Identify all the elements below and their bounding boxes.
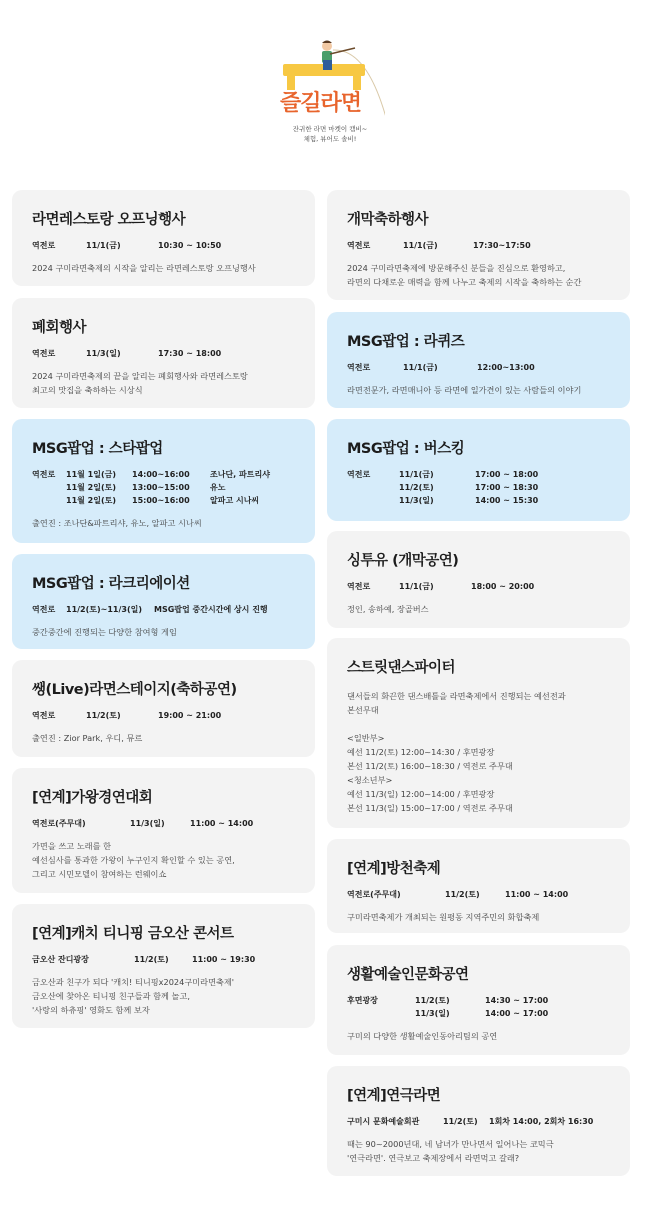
event-date: 11/1(금) — [403, 363, 438, 372]
event-time: 14:00 ~ 15:30 — [475, 496, 539, 505]
event-description-line: 본선무대 — [347, 705, 379, 715]
event-title: MSG팝업 : 라크리에이션 — [32, 576, 190, 592]
event-description-line: 가면을 쓰고 노래를 한 — [32, 841, 111, 851]
event-date: 11/3(일) — [130, 819, 165, 828]
event-meta-row — [32, 709, 295, 722]
event-description-line: 2024 구미라면축제에 방문해주신 분들을 진심으로 환영하고, — [347, 263, 566, 273]
event-title: [연계]가왕경연대회 — [32, 790, 153, 806]
event-description-line: 예선심사를 통과한 가왕이 누구인지 확인할 수 있는 공연, — [32, 855, 235, 865]
event-location: 역전로 — [347, 582, 371, 591]
event-date: 11/3(일) — [399, 496, 434, 505]
event-card — [12, 190, 315, 286]
logo-subtitle — [265, 124, 395, 144]
event-card — [12, 419, 315, 543]
event-card — [327, 190, 630, 300]
event-location: 역전로 — [347, 241, 371, 250]
event-title: MSG팝업 : 버스킹 — [347, 441, 465, 457]
event-meta — [32, 953, 295, 966]
event-date: 11/1(금) — [399, 582, 434, 591]
event-meta — [347, 994, 610, 1020]
event-card — [327, 1066, 630, 1176]
event-title: [연계]연극라면 — [347, 1088, 441, 1104]
event-meta-row — [32, 817, 295, 830]
event-card — [327, 945, 630, 1055]
event-description-line: 2024 구미라면축제의 끝을 알리는 폐회행사와 라면레스토랑 — [32, 371, 248, 381]
logo-subtitle-line1: 잔귀한 라면 마켓이 캠비~ — [292, 125, 368, 133]
event-meta — [32, 468, 295, 507]
event-time: 17:00 ~ 18:30 — [475, 483, 539, 492]
event-time: 19:00 ~ 21:00 — [158, 711, 222, 720]
event-card — [327, 638, 630, 828]
event-location: 역전로 — [347, 363, 371, 372]
event-meta — [32, 239, 295, 252]
event-date: 11/3(일) — [86, 349, 121, 358]
event-time: 14:30 ~ 17:00 — [485, 996, 549, 1005]
event-date: 11/2(토) — [399, 483, 434, 492]
event-location: 구미시 문화예술회관 — [347, 1117, 420, 1126]
event-date: 11/2(토) — [445, 890, 480, 899]
event-meta-row — [347, 888, 610, 901]
event-card — [12, 298, 315, 408]
event-time: 10:30 ~ 10:50 — [158, 241, 222, 250]
event-card — [12, 660, 315, 757]
event-time: 13:00~15:00 — [132, 483, 190, 492]
event-date: 11월 2일(토) — [66, 483, 116, 492]
event-date: 11/2(토) — [415, 996, 450, 1005]
event-description — [32, 261, 295, 275]
event-description-line: 2024 구미라면축제의 시작을 알리는 라면레스토랑 오프닝행사 — [32, 263, 256, 273]
logo-title: 즐길라면 — [280, 91, 362, 116]
event-meta — [347, 580, 610, 593]
event-title: 라면레스토랑 오프닝행사 — [32, 212, 186, 228]
event-meta-row — [32, 347, 295, 360]
event-location: 역전로 — [32, 470, 56, 479]
event-time: 18:00 ~ 20:00 — [471, 582, 535, 591]
event-description — [347, 910, 610, 924]
event-card — [327, 531, 630, 628]
event-description-line: 금오산에 찾아온 티니핑 친구들과 함께 놀고, — [32, 991, 190, 1001]
event-title: MSG팝업 : 라퀴즈 — [347, 334, 465, 350]
event-description-line: 댄서들의 화끈한 댄스배틀을 라면축제에서 진행되는 예선전과 — [347, 691, 566, 701]
event-card — [12, 768, 315, 893]
event-description — [32, 369, 295, 397]
event-description-line: 그리고 시민모델이 참여하는 런웨이쇼 — [32, 869, 167, 879]
event-time: 1회차 14:00, 2회차 16:30 — [489, 1117, 594, 1126]
event-meta — [347, 468, 610, 507]
event-title: 싱투유 (개막공연) — [347, 553, 459, 569]
event-description-line: 정인, 송하예, 장골버스 — [347, 604, 429, 614]
event-card — [12, 904, 315, 1028]
event-meta — [32, 347, 295, 360]
event-time: 15:00~16:00 — [132, 496, 190, 505]
event-meta — [347, 361, 610, 374]
event-title: 생활예술인문화공연 — [347, 967, 469, 983]
event-date: 11/2(토) — [86, 711, 121, 720]
event-card — [12, 554, 315, 649]
event-card — [327, 839, 630, 933]
festival-logo — [265, 38, 395, 158]
event-description-line: 본선 11/3(일) 15:00~17:00 / 역전로 주무대 — [347, 803, 513, 813]
event-description — [347, 689, 610, 815]
event-date: 11/1(금) — [399, 470, 434, 479]
event-time: 17:00 ~ 18:00 — [475, 470, 539, 479]
event-description-line: <일반부> — [347, 733, 385, 743]
event-meta-row — [347, 239, 610, 252]
event-meta — [32, 817, 295, 830]
event-time: 12:00~13:00 — [477, 363, 535, 372]
event-meta-row — [347, 580, 610, 593]
event-time: 11:00 ~ 14:00 — [190, 819, 254, 828]
event-description-line: <청소년부> — [347, 775, 393, 785]
event-title: 폐회행사 — [32, 320, 87, 336]
event-card — [327, 419, 630, 521]
event-description-line: 출연진 : Zior Park, 우디, 뮤르 — [32, 733, 143, 743]
event-description-line: '연극라면'. 연극보고 축제장에서 라면먹고 갈래? — [347, 1153, 520, 1163]
event-meta-row — [347, 1007, 610, 1020]
event-time: 17:30~17:50 — [473, 241, 531, 250]
event-description-line: 중간중간에 진행되는 다양한 참여형 게임 — [32, 627, 177, 637]
event-date: 11월 1일(금) — [66, 470, 116, 479]
event-location: 역전로 — [32, 711, 56, 720]
event-card — [327, 312, 630, 408]
event-meta-row — [32, 494, 295, 507]
event-time: 11:00 ~ 19:30 — [192, 955, 256, 964]
event-meta-row — [347, 468, 610, 481]
event-location: 역전로 — [32, 605, 56, 614]
event-title: 개막축하행사 — [347, 212, 429, 228]
event-location: 역전로 — [32, 241, 56, 250]
event-meta-row — [347, 361, 610, 374]
event-location: 역전로 — [347, 470, 371, 479]
event-description — [347, 1137, 610, 1165]
event-description-line: 예선 11/3(일) 12:00~14:00 / 후면광장 — [347, 789, 495, 799]
event-date: 11/2(토)~11/3(일) — [66, 605, 143, 614]
event-meta-row — [32, 481, 295, 494]
event-title: 쌩(Live)라면스테이지(축하공연) — [32, 682, 237, 698]
event-date: 11/2(토) — [443, 1117, 478, 1126]
event-meta — [32, 709, 295, 722]
event-description — [32, 731, 295, 745]
event-title: 스트릿댄스파이터 — [347, 660, 456, 676]
event-description — [32, 516, 295, 530]
event-description-line — [347, 717, 610, 731]
event-location: 역전로(주무대) — [347, 890, 401, 899]
event-date: 11/2(토) — [134, 955, 169, 964]
event-description-line: 출연진 : 조나단&파트리샤, 유노, 알파고 시나씨 — [32, 518, 202, 528]
event-meta — [347, 1115, 610, 1128]
event-meta-row — [347, 494, 610, 507]
event-location: 역전로(주무대) — [32, 819, 86, 828]
event-description — [32, 975, 295, 1017]
event-meta-row — [32, 239, 295, 252]
event-meta — [347, 239, 610, 252]
event-meta-row — [32, 468, 295, 481]
event-time: 11:00 ~ 14:00 — [505, 890, 569, 899]
event-meta-row — [347, 1115, 610, 1128]
event-title: [연계]캐치 티니핑 금오산 콘서트 — [32, 926, 234, 942]
event-date: 11월 2일(토) — [66, 496, 116, 505]
event-description-line: 라면의 다채로운 매력을 함께 나누고 축제의 시작을 축하하는 순간 — [347, 277, 582, 287]
event-description-line: 구미의 다양한 생활예술인동아리팀의 공연 — [347, 1031, 498, 1041]
event-description-line: 금오산과 친구가 되다 '캐치! 티니핑x2024구미라면축제' — [32, 977, 235, 987]
event-meta-row — [347, 481, 610, 494]
event-meta-row — [32, 953, 295, 966]
event-description — [347, 383, 610, 397]
event-date: 11/1(금) — [403, 241, 438, 250]
event-time: 14:00~16:00 — [132, 470, 190, 479]
event-description — [347, 602, 610, 616]
event-date: 11/3(일) — [415, 1009, 450, 1018]
event-date: 11/1(금) — [86, 241, 121, 250]
event-location: 후면광장 — [347, 996, 378, 1005]
event-description — [347, 261, 610, 289]
event-time: MSG팝업 중간시간에 상시 진행 — [154, 605, 268, 614]
event-performer: 유노 — [210, 483, 226, 492]
event-meta — [32, 603, 295, 616]
event-performer: 조나단, 파트리샤 — [210, 470, 270, 479]
event-description-line: 본선 11/2(토) 16:00~18:30 / 역전로 주무대 — [347, 761, 513, 771]
event-title: MSG팝업 : 스타팝업 — [32, 441, 163, 457]
event-meta — [347, 888, 610, 901]
logo-subtitle-line2: 체험, 뷰어도 솔비! — [303, 135, 357, 143]
event-description-line: 라면전문가, 라면매니아 등 라면에 일가견이 있는 사람들의 이야기 — [347, 385, 582, 395]
event-location: 금오산 잔디광장 — [32, 955, 89, 964]
event-description-line: 구미라면축제가 개최되는 원평동 지역주민의 화합축제 — [347, 912, 540, 922]
event-description-line: 예선 11/2(토) 12:00~14:30 / 후면광장 — [347, 747, 495, 757]
event-performer: 알파고 시나씨 — [210, 496, 260, 505]
event-description — [32, 625, 295, 639]
event-meta-row — [32, 603, 295, 616]
event-location: 역전로 — [32, 349, 56, 358]
event-description-line: 최고의 맛집을 축하하는 시상식 — [32, 385, 143, 395]
event-title: [연계]방천축제 — [347, 861, 441, 877]
event-time: 17:30 ~ 18:00 — [158, 349, 222, 358]
event-description — [32, 839, 295, 881]
event-description — [347, 1029, 610, 1043]
event-description-line: '사랑의 하츄핑' 영화도 함께 보자 — [32, 1005, 150, 1015]
event-time: 14:00 ~ 17:00 — [485, 1009, 549, 1018]
event-description-line: 때는 90~2000년대, 네 남녀가 만나면서 일어나는 코믹극 — [347, 1139, 554, 1149]
event-meta-row — [347, 994, 610, 1007]
